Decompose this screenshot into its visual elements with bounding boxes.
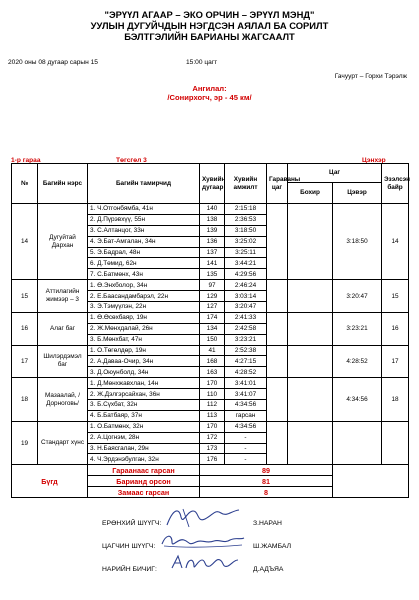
team-net-time: 3:20:47 bbox=[333, 280, 382, 313]
table-row bbox=[12, 378, 409, 389]
member-time: 3:41:01 bbox=[225, 378, 267, 389]
col-header-members: Багийн тамирчид bbox=[88, 164, 200, 204]
team-net-time bbox=[333, 421, 382, 465]
team-place: 18 bbox=[382, 378, 409, 422]
member-time: 4:28:52 bbox=[225, 367, 267, 378]
col-header-num: № bbox=[12, 164, 38, 204]
member-time: 4:34:56 bbox=[225, 400, 267, 411]
member-time: 3:44:21 bbox=[225, 258, 267, 269]
member-name: 7. С.Батмөнх, 43н bbox=[88, 269, 200, 280]
member-name: 1. Д.Мөнхжавхлан, 14н bbox=[88, 378, 200, 389]
event-date: 2020 оны 08 дугаар сарын 15 bbox=[8, 59, 98, 66]
category-heading: Ангилал: bbox=[192, 84, 227, 93]
team-place: 14 bbox=[382, 204, 409, 280]
table-row bbox=[12, 312, 409, 323]
member-time: 2:15:18 bbox=[225, 204, 267, 215]
member-bib: 140 bbox=[200, 204, 225, 215]
member-name: 1. Ч.Отгонбямба, 41н bbox=[88, 204, 200, 215]
team-sub-time bbox=[288, 280, 333, 313]
team-penalty bbox=[267, 421, 288, 465]
team-sub-time bbox=[288, 345, 333, 378]
member-time: 4:29:56 bbox=[225, 269, 267, 280]
title-line-2: УУЛЫН ДУГУЙЧДЫН НЭГДСЭН АЯЛАЛ БА СОРИЛТ bbox=[90, 20, 329, 31]
results-table bbox=[11, 163, 409, 498]
member-name: 4. Б.Батбаяр, 37н bbox=[88, 410, 200, 421]
table-row bbox=[12, 345, 409, 356]
team-name: Дугуйтай Дархан bbox=[38, 204, 88, 280]
team-place: 16 bbox=[382, 312, 409, 345]
team-net-time: 4:28:52 bbox=[333, 345, 382, 378]
member-bib: 41 bbox=[200, 345, 225, 356]
member-time: 4:27:15 bbox=[225, 356, 267, 367]
total-started-label: Гараанаас гарсан bbox=[88, 465, 200, 476]
member-name: 2. Д.Пүрэвхүү, 55н bbox=[88, 214, 200, 225]
team-penalty bbox=[267, 312, 288, 345]
total-dnf-value: 8 bbox=[200, 487, 333, 498]
member-bib: 137 bbox=[200, 247, 225, 258]
member-time: 2:41:33 bbox=[225, 312, 267, 323]
table-row bbox=[12, 421, 409, 432]
team-number: 19 bbox=[12, 421, 38, 465]
member-bib: 172 bbox=[200, 432, 225, 443]
event-route: Гачуурт – Горхи Тэрэлж bbox=[334, 73, 407, 80]
member-time: - bbox=[225, 432, 267, 443]
team-penalty bbox=[267, 378, 288, 422]
member-name: 2. А.Даваа-Очир, 34н bbox=[88, 356, 200, 367]
team-number: 17 bbox=[12, 345, 38, 378]
member-bib: 138 bbox=[200, 214, 225, 225]
team-number: 18 bbox=[12, 378, 38, 422]
team-net-time: 4:34:56 bbox=[333, 378, 382, 422]
team-place bbox=[382, 421, 409, 465]
table-row bbox=[12, 280, 409, 291]
title-line-3: БЭЛТГЭЛИЙН БАРИАНЫ ЖАГСААЛТ bbox=[124, 31, 295, 42]
member-time: 3:41:07 bbox=[225, 389, 267, 400]
totals-label: Бүгд bbox=[12, 465, 88, 498]
event-time: 15:00 цагт bbox=[186, 59, 218, 66]
member-time: 3:25:11 bbox=[225, 247, 267, 258]
total-finished-value: 81 bbox=[200, 476, 333, 487]
team-name: Шилэрдэмэл баг bbox=[38, 345, 88, 378]
member-name: 2. Ж.Мөнхдалай, 26н bbox=[88, 323, 200, 334]
totals-row bbox=[12, 465, 409, 476]
member-bib: 136 bbox=[200, 236, 225, 247]
col-header-personal-time: Хувийн амжилт bbox=[225, 164, 267, 204]
member-bib: 176 bbox=[200, 454, 225, 465]
group-sub-label: Төгсгөл 3 bbox=[116, 157, 147, 164]
member-bib: 113 bbox=[200, 410, 225, 421]
member-time: 2:52:38 bbox=[225, 345, 267, 356]
member-name: 1. Ө.Өсөхбаяр, 19н bbox=[88, 312, 200, 323]
member-bib: 97 bbox=[200, 280, 225, 291]
member-bib: 170 bbox=[200, 421, 225, 432]
member-name: 3. Э.Тэмүүлэн, 22н bbox=[88, 302, 200, 313]
col-header-team: Багийн нэрс bbox=[38, 164, 88, 204]
member-time: - bbox=[225, 454, 267, 465]
member-time: 3:25:02 bbox=[225, 236, 267, 247]
team-penalty bbox=[267, 345, 288, 378]
team-number: 15 bbox=[12, 280, 38, 313]
member-bib: 174 bbox=[200, 312, 225, 323]
member-time: 3:20:47 bbox=[225, 302, 267, 313]
member-bib: 170 bbox=[200, 378, 225, 389]
chief-judge-signature bbox=[163, 505, 243, 529]
member-name: 6. Д.Төмид, 62н bbox=[88, 258, 200, 269]
col-header-place: Эзэлсэн байр bbox=[382, 164, 409, 204]
timekeeper-name: Ш.ЖАМБАЛ bbox=[253, 543, 292, 550]
team-penalty bbox=[267, 280, 288, 313]
col-header-bib: Хувийн дугаар bbox=[200, 164, 225, 204]
group-label: 1-р гараа bbox=[11, 157, 41, 164]
member-name: 3. Н.Баясгалан, 29н bbox=[88, 443, 200, 454]
member-bib: 173 bbox=[200, 443, 225, 454]
total-started-value: 89 bbox=[200, 465, 333, 476]
member-bib: 110 bbox=[200, 389, 225, 400]
member-bib: 163 bbox=[200, 367, 225, 378]
member-bib: 129 bbox=[200, 291, 225, 302]
member-time: 3:18:50 bbox=[225, 225, 267, 236]
team-sub-time bbox=[288, 421, 333, 465]
timekeeper-signature bbox=[158, 530, 248, 550]
team-number: 16 bbox=[12, 312, 38, 345]
team-name: Аттилагийн жимээр – 3 bbox=[38, 280, 88, 313]
member-name: 2. Е.Баасандамбарэл, 22н bbox=[88, 291, 200, 302]
col-header-sub-time: Бохир bbox=[288, 183, 333, 204]
member-bib: 168 bbox=[200, 356, 225, 367]
title-line-1: "ЭРҮҮЛ АГААР – ЭКО ОРЧИН – ЭРҮҮЛ МЭНД" bbox=[104, 9, 315, 20]
team-place: 15 bbox=[382, 280, 409, 313]
member-name: 3. С.Алтанцог, 33н bbox=[88, 225, 200, 236]
col-header-time-group: Цаг bbox=[288, 164, 382, 183]
team-sub-time bbox=[288, 378, 333, 422]
team-name: Стандарт хүнс bbox=[38, 421, 88, 465]
member-name: 1. Ө.Энхболор, 34н bbox=[88, 280, 200, 291]
chief-judge-role: ЕРӨНХИЙ ШҮҮГЧ: bbox=[102, 520, 162, 527]
finish-color-label: Цэнхэр bbox=[362, 157, 386, 164]
team-net-time: 3:18:50 bbox=[333, 204, 382, 280]
member-time: 2:46:24 bbox=[225, 280, 267, 291]
member-name: 2. А.Цогнэм, 28н bbox=[88, 432, 200, 443]
chief-judge-name: З.НАРАН bbox=[253, 520, 282, 527]
member-name: 3. Д.Оюунболд, 34н bbox=[88, 367, 200, 378]
member-name: 3. Б.Мөнхбат, 47н bbox=[88, 334, 200, 345]
category-value: /Сонирхогч, эр - 45 км/ bbox=[167, 93, 252, 102]
member-time: 3:03:14 bbox=[225, 291, 267, 302]
member-bib: 139 bbox=[200, 225, 225, 236]
member-time: 2:42:58 bbox=[225, 323, 267, 334]
member-name: 4. Ч.Эрдэнэбулган, 32н bbox=[88, 454, 200, 465]
member-bib: 135 bbox=[200, 269, 225, 280]
member-name: 1. О.Төгөлдөр, 19н bbox=[88, 345, 200, 356]
member-bib: 134 bbox=[200, 323, 225, 334]
secretary-role: НАРИЙН БИЧИГ: bbox=[102, 566, 157, 573]
member-time: - bbox=[225, 443, 267, 454]
member-name: 3. Б.Сүхбат, 32н bbox=[88, 400, 200, 411]
secretary-name: Д.АДЪЯА bbox=[253, 566, 284, 573]
totals-blank bbox=[333, 465, 409, 498]
member-bib: 127 bbox=[200, 302, 225, 313]
team-sub-time bbox=[288, 312, 333, 345]
member-bib: 112 bbox=[200, 400, 225, 411]
team-sub-time bbox=[288, 204, 333, 280]
member-time: гарсан bbox=[225, 410, 267, 421]
secretary-signature bbox=[168, 552, 243, 572]
timekeeper-role: ЦАГЧИН ШҮҮГЧ: bbox=[102, 543, 156, 550]
member-name: 4. Э.Бат-Амгалан, 34н bbox=[88, 236, 200, 247]
member-time: 3:23:21 bbox=[225, 334, 267, 345]
member-time: 4:34:56 bbox=[225, 421, 267, 432]
team-name: Мазаалай, /Дорноговь/ bbox=[38, 378, 88, 422]
col-header-net-time: Цэвэр bbox=[333, 183, 382, 204]
team-place: 17 bbox=[382, 345, 409, 378]
member-name: 5. Э.Бадрал, 48н bbox=[88, 247, 200, 258]
team-net-time: 3:23:21 bbox=[333, 312, 382, 345]
total-dnf-label: Замаас гарсан bbox=[88, 487, 200, 498]
member-name: 1. О.Батмөнх, 32н bbox=[88, 421, 200, 432]
team-penalty bbox=[267, 204, 288, 280]
member-time: 2:36:53 bbox=[225, 214, 267, 225]
member-bib: 141 bbox=[200, 258, 225, 269]
table-row bbox=[12, 204, 409, 215]
team-number: 14 bbox=[12, 204, 38, 280]
team-name: Алаг баг bbox=[38, 312, 88, 345]
total-finished-label: Барианд орсон bbox=[88, 476, 200, 487]
member-name: 2. Ж.Дэлгэрсайхан, 36н bbox=[88, 389, 200, 400]
col-header-penalty: Гараваны цаг bbox=[267, 164, 288, 204]
member-bib: 150 bbox=[200, 334, 225, 345]
